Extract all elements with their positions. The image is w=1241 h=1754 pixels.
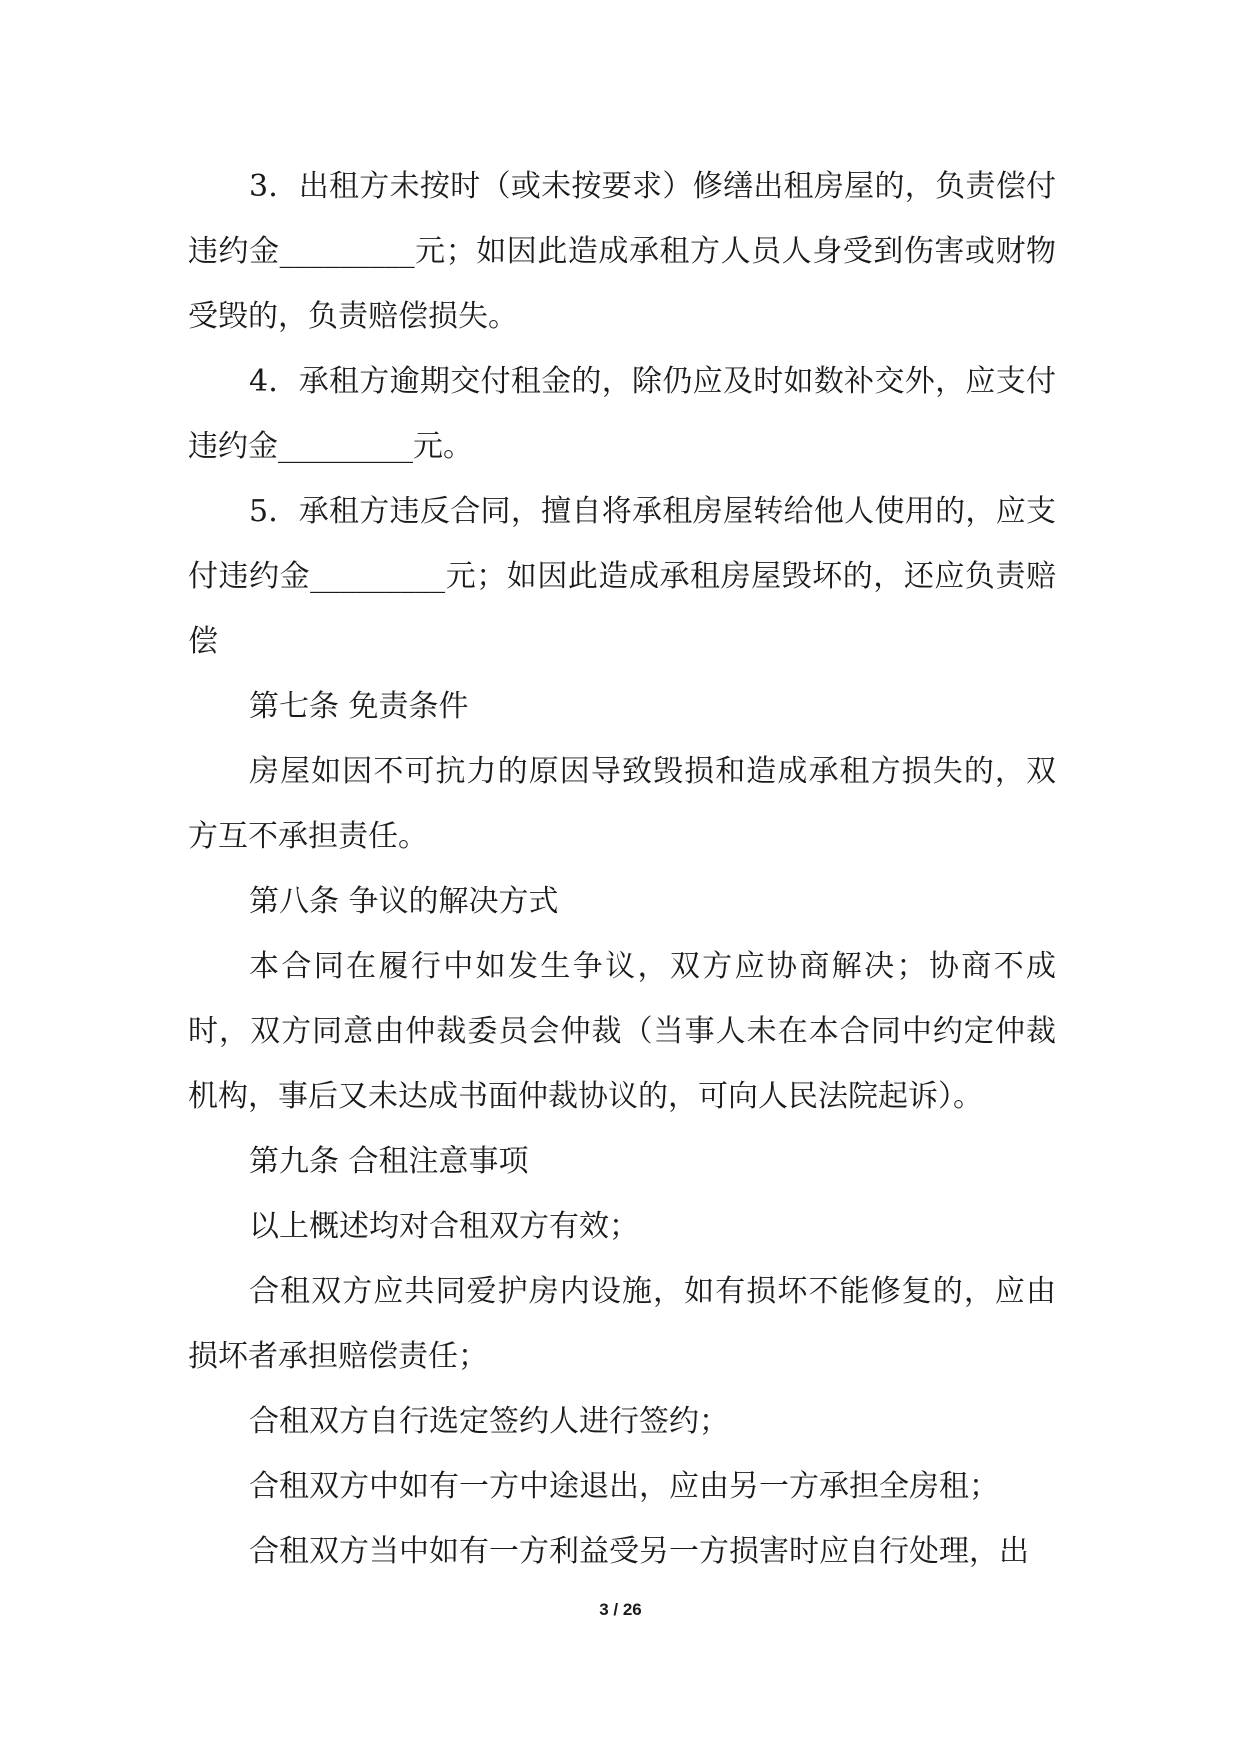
clause-paragraph-late-rent: 4．承租方逾期交付租金的，除仍应及时如数补交外，应支付违约金_________元。 bbox=[188, 364, 1056, 464]
clause-paragraph-signatory: 合租双方自行选定签约人进行签约； bbox=[249, 1404, 729, 1439]
clause-paragraph-interest: 合租双方当中如有一方利益受另一方损害时应自行处理，出 bbox=[249, 1534, 1029, 1569]
clause-paragraph-sublet: 5．承租方违反合同，擅自将承租房屋转给他人使用的，应支付违约金_________元；如因此造成承租房屋毁坏的，还应负责赔偿 bbox=[188, 494, 1056, 659]
clause-paragraph-withdrawal: 合租双方中如有一方中途退出，应由另一方承担全房租； bbox=[249, 1469, 999, 1504]
article-heading-9: 第九条 合租注意事项 bbox=[249, 1144, 529, 1179]
article-heading-7: 第七条 免责条件 bbox=[249, 689, 469, 724]
clause-paragraph-facilities: 合租双方应共同爱护房内设施，如有损坏不能修复的，应由损坏者承担赔偿责任； bbox=[188, 1274, 1056, 1374]
clause-paragraph-scope: 以上概述均对合租双方有效； bbox=[249, 1209, 639, 1244]
document-body bbox=[188, 154, 1056, 1584]
clause-paragraph-penalty-repair: 3．出租方未按时（或未按要求）修缮出租房屋的，负责偿付违约金_________元；如因此造成承租方人员人身受到伤害或财物受毁的，负责赔偿损失。 bbox=[188, 169, 1056, 334]
clause-paragraph-force-majeure: 房屋如因不可抗力的原因导致毁损和造成承租方损失的，双方互不承担责任。 bbox=[188, 754, 1056, 854]
page-number: 3 / 26 bbox=[599, 1600, 642, 1619]
article-heading-8: 第八条 争议的解决方式 bbox=[249, 884, 559, 919]
clause-paragraph-dispute: 本合同在履行中如发生争议，双方应协商解决；协商不成时，双方同意由仲裁委员会仲裁（当事人未在本合同中约定仲裁机构，事后又未达成书面仲裁协议的，可向人民法院起诉）。 bbox=[188, 949, 1056, 1114]
